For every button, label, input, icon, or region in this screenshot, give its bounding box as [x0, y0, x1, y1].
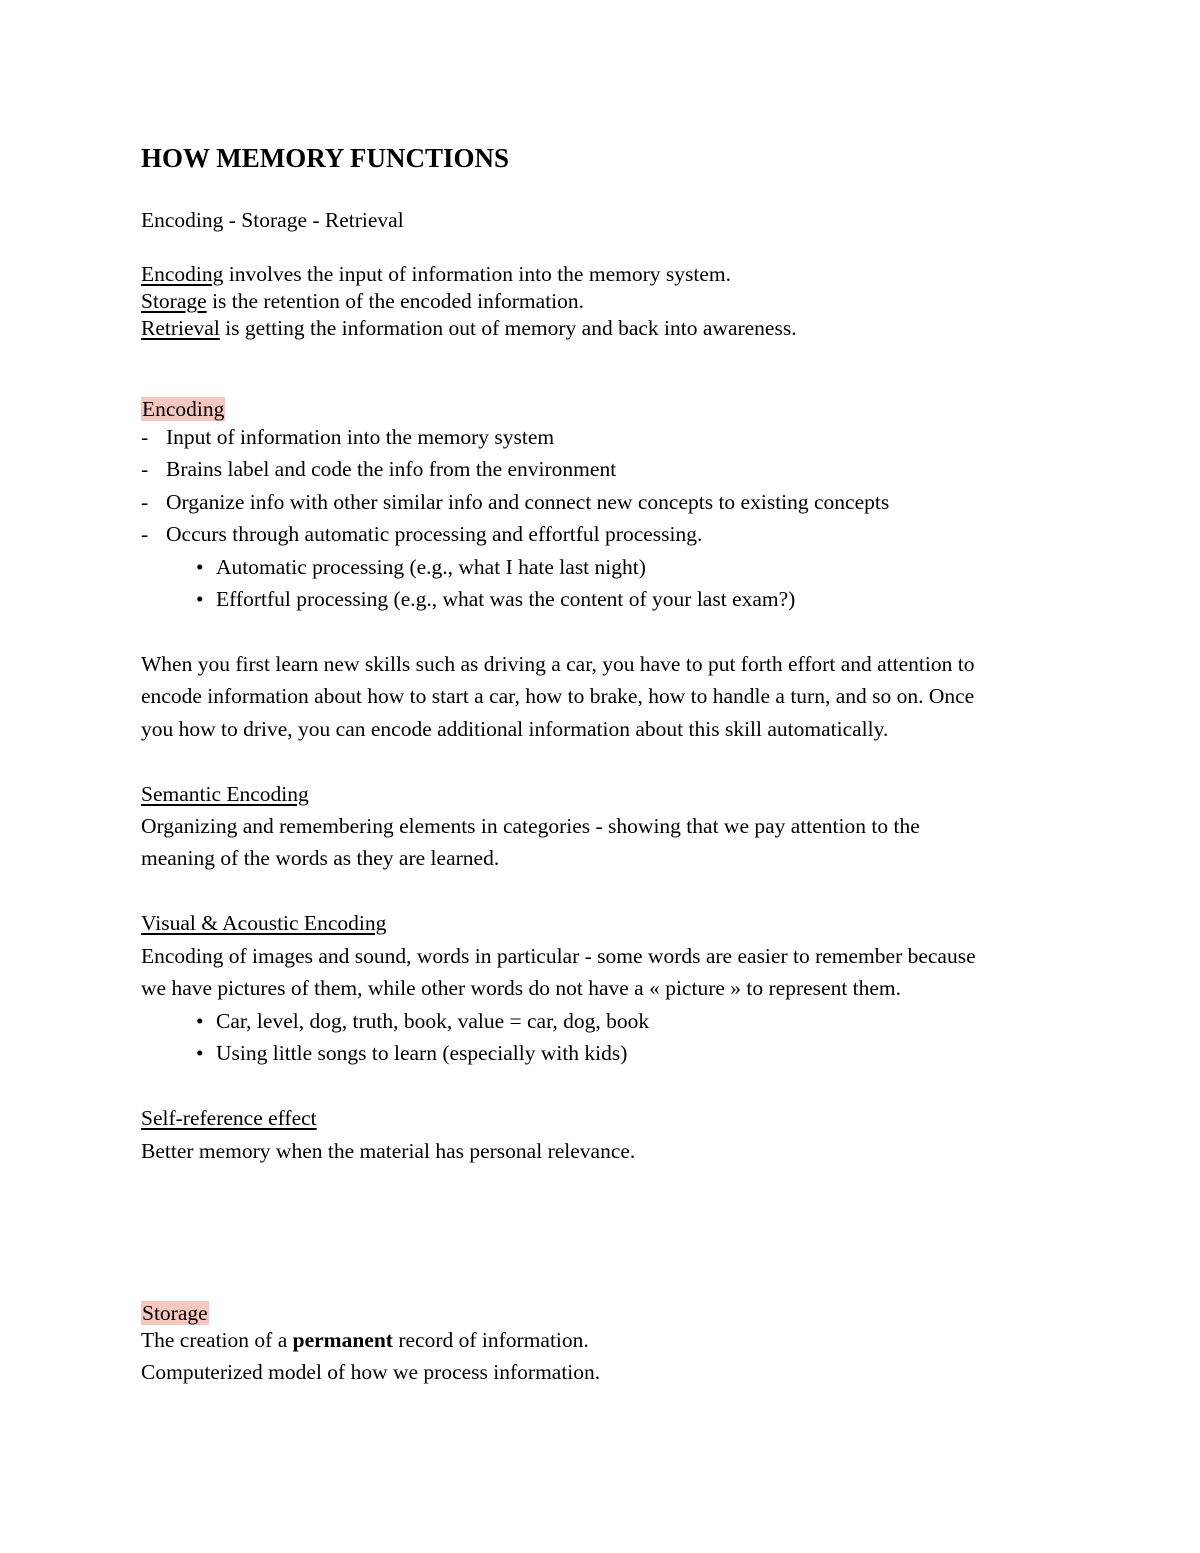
- definition-term: Storage: [141, 289, 207, 313]
- semantic-heading: Semantic Encoding: [141, 782, 309, 806]
- definition-text: is getting the information out of memory and back into awareness.: [219, 316, 797, 340]
- bullet-marker: •: [196, 1041, 204, 1065]
- sub-list-item-text: Using little songs to learn (especially with kids): [216, 1041, 628, 1065]
- paragraph-line: Encoding of images and sound, words in particular - some words are easier to remember because: [141, 944, 976, 968]
- bullet-marker: •: [196, 587, 204, 611]
- text-segment: The creation of a: [141, 1328, 293, 1352]
- sub-list-item: [196, 1043, 627, 1065]
- highlighted-heading: Storage: [142, 1301, 208, 1325]
- definition-term: Retrieval: [141, 316, 220, 340]
- list-item: [141, 524, 702, 546]
- sub-list-item-text: Automatic processing (e.g., what I hate last night): [216, 555, 646, 579]
- paragraph-line: Computerized model of how we process information.: [141, 1360, 601, 1384]
- storage-heading: [141, 1303, 209, 1325]
- subtitle: Encoding - Storage - Retrieval: [141, 208, 404, 232]
- text-segment: record of information.: [392, 1328, 589, 1352]
- sub-list-item: [196, 557, 646, 579]
- list-item-text: Occurs through automatic processing and effortful processing.: [166, 522, 703, 546]
- definition-retrieval: [141, 318, 797, 340]
- definition-text: involves the input of information into the memory system.: [223, 262, 731, 286]
- list-item: [141, 427, 554, 449]
- self-reference-heading: Self-reference effect: [141, 1106, 317, 1130]
- list-item: [141, 492, 889, 514]
- sub-list-item: [196, 1011, 649, 1033]
- bullet-marker: •: [196, 1009, 204, 1033]
- definition-term: Encoding: [141, 262, 224, 286]
- list-item: [141, 459, 616, 481]
- page-title: HOW MEMORY FUNCTIONS: [141, 143, 510, 173]
- sub-list-item: [196, 589, 795, 611]
- paragraph-line: we have pictures of them, while other words do not have a « picture » to represent them.: [141, 976, 902, 1000]
- bold-term: permanent: [292, 1328, 393, 1352]
- dash-marker: -: [141, 490, 149, 514]
- sub-list-item-text: Effortful processing (e.g., what was the content of your last exam?): [216, 587, 796, 611]
- definition-encoding: [141, 264, 731, 286]
- definition-text: is the retention of the encoded information.: [206, 289, 585, 313]
- list-item-text: Input of information into the memory system: [166, 425, 555, 449]
- paragraph-line: Better memory when the material has personal relevance.: [141, 1139, 636, 1163]
- highlighted-heading: Encoding: [142, 397, 225, 421]
- dash-marker: -: [141, 425, 149, 449]
- dash-marker: -: [141, 522, 149, 546]
- paragraph-line: [141, 1330, 589, 1352]
- dash-marker: -: [141, 457, 149, 481]
- encoding-heading: [141, 399, 225, 421]
- visual-heading: Visual & Acoustic Encoding: [141, 911, 387, 935]
- sub-list-item-text: Car, level, dog, truth, book, value = car, dog, book: [216, 1009, 650, 1033]
- paragraph-line: Organizing and remembering elements in categories - showing that we pay attention to the: [141, 814, 920, 838]
- paragraph-line: encode information about how to start a car, how to brake, how to handle a turn, and so on. Once: [141, 684, 975, 708]
- paragraph-line: you how to drive, you can encode additional information about this skill automatically.: [141, 717, 889, 741]
- paragraph-line: When you first learn new skills such as driving a car, you have to put forth effort and attention to: [141, 652, 975, 676]
- list-item-text: Organize info with other similar info and connect new concepts to existing concepts: [166, 490, 890, 514]
- list-item-text: Brains label and code the info from the environment: [166, 457, 617, 481]
- bullet-marker: •: [196, 555, 204, 579]
- paragraph-line: meaning of the words as they are learned.: [141, 846, 500, 870]
- definition-storage: [141, 291, 584, 313]
